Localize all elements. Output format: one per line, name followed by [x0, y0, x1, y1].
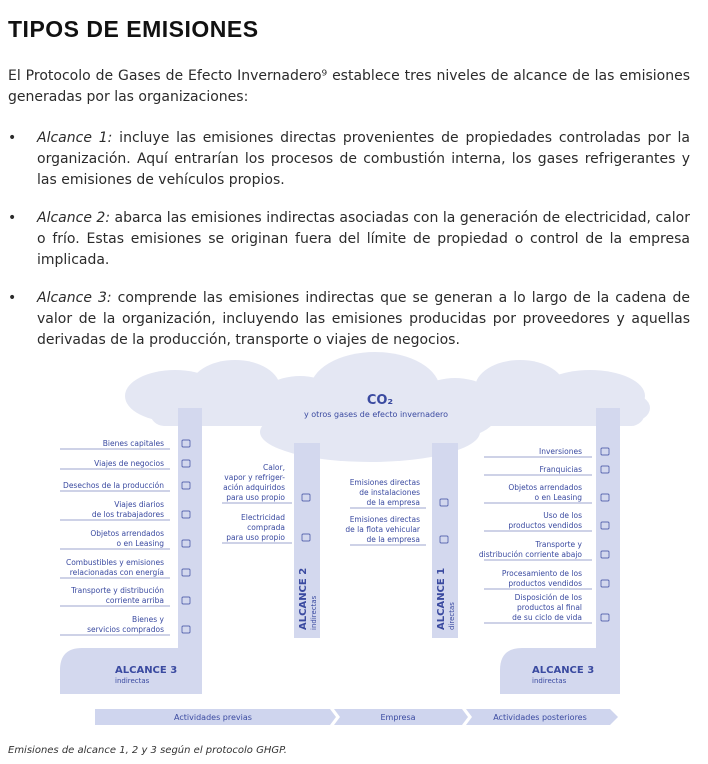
- bullet-text: comprende las emisiones indirectas que se generan a lo largo de la cadena de valor de la organización, incluyendo las emisiones producidas por proveedores y aquellas derivadas de la producción, transporte o viajes de negocios.: [37, 290, 690, 348]
- left-items: [60, 439, 190, 635]
- diagram-item-label: Bienes capitales: [102, 439, 164, 448]
- scope3-right-label: ALCANCE 3: [532, 665, 595, 676]
- diagram-item-label: para uso propio: [226, 493, 285, 502]
- diagram-item-label: Uso de los: [543, 511, 582, 520]
- bullet-term: Alcance 2:: [37, 210, 111, 226]
- scope1-sub: directas: [448, 602, 456, 630]
- scope3-left-sub: indirectas: [115, 677, 150, 685]
- diagram-item-label: productos vendidos: [508, 521, 582, 530]
- scope2-sub: indirectas: [310, 595, 318, 630]
- diagram-item-label: comprada: [247, 523, 285, 532]
- list-item: [8, 128, 690, 191]
- diagram-item-label: de la empresa: [366, 535, 420, 544]
- bar-company: Empresa: [380, 713, 416, 722]
- diagram-item-label: relacionadas con energía: [69, 568, 164, 577]
- bullet-icon: •: [8, 290, 17, 306]
- right-items: [479, 447, 609, 623]
- diagram-item-label: distribución corriente abajo: [478, 550, 582, 559]
- scope3-right-sub: indirectas: [532, 677, 567, 685]
- scope1-label: ALCANCE 1: [436, 567, 447, 630]
- diagram-item-label: de la flota vehicular: [345, 525, 420, 534]
- diagram-item-label: Viajes de negocios: [94, 459, 164, 468]
- emissions-diagram: [0, 348, 708, 730]
- diagram-item-label: de instalaciones: [359, 488, 420, 497]
- diagram-item-label: Calor,: [263, 463, 285, 472]
- bullet-term: Alcance 3:: [37, 290, 112, 306]
- diagram-item-label: corriente arriba: [105, 596, 164, 605]
- diagram-item-label: vapor y refriger-: [224, 473, 285, 482]
- diagram-item-label: servicios comprados: [87, 625, 164, 634]
- diagram-item-label: o en Leasing: [116, 539, 164, 548]
- scope2-label: ALCANCE 2: [298, 567, 309, 630]
- cloud-subtitle: y otros gases de efecto invernadero: [303, 410, 449, 419]
- diagram-item-label: Inversiones: [539, 447, 582, 456]
- diagram-item-label: Emisiones directas: [349, 515, 420, 524]
- list-item: [8, 288, 690, 351]
- diagram-item-label: Viajes diarios: [114, 500, 164, 509]
- diagram-item-label: Bienes y: [132, 615, 164, 624]
- page-title: TIPOS DE EMISIONES: [8, 16, 259, 42]
- figure-caption: Emisiones de alcance 1, 2 y 3 según el protocolo GHGP.: [8, 745, 287, 756]
- scope-list: [8, 128, 690, 368]
- diagram-item-label: de los trabajadores: [91, 510, 164, 519]
- diagram-item-label: ación adquiridos: [223, 483, 285, 492]
- diagram-item-label: productos al final: [517, 603, 582, 612]
- diagram-item-label: Transporte y distribución: [71, 586, 164, 595]
- bullet-icon: •: [8, 130, 17, 146]
- diagram-item-label: para uso propio: [226, 533, 285, 542]
- bar-subsequent: Actividades posteriores: [493, 713, 587, 722]
- cloud-title: CO₂: [366, 393, 394, 408]
- list-item: [8, 208, 690, 271]
- diagram-item-label: Procesamiento de los: [501, 569, 582, 578]
- diagram-item-label: de su ciclo de vida: [512, 613, 582, 622]
- diagram-item-label: Disposición de los: [514, 593, 582, 602]
- diagram-item-label: productos vendidos: [508, 579, 582, 588]
- diagram-item-label: Objetos arrendados: [508, 483, 582, 492]
- diagram-item-label: o en Leasing: [534, 493, 582, 502]
- diagram-item-label: de la empresa: [366, 498, 420, 507]
- diagram-item-label: Desechos de la producción: [63, 481, 164, 490]
- bar-previous: Actividades previas: [174, 713, 252, 722]
- diagram-item-label: Franquicias: [539, 465, 582, 474]
- diagram-item-label: Emisiones directas: [349, 478, 420, 487]
- bullet-text: abarca las emisiones indirectas asociadas con la generación de electricidad, calor o frío. Estas emisiones se originan fuera del límite de propiedad o control de la empresa implicada.: [37, 210, 690, 268]
- diagram-item-label: Transporte y: [535, 540, 582, 549]
- scope3-left-label: ALCANCE 3: [115, 665, 178, 676]
- diagram-item-label: Combustibles y emisiones: [65, 558, 164, 567]
- diagram-item-label: Electricidad: [241, 513, 285, 522]
- intro-paragraph: El Protocolo de Gases de Efecto Invernadero⁹ establece tres niveles de alcance de las emisiones generadas por las organizaciones:: [8, 68, 690, 105]
- bullet-icon: •: [8, 210, 17, 226]
- bullet-term: Alcance 1:: [37, 130, 113, 146]
- bullet-text: incluye las emisiones directas provenientes de propiedades controladas por la organización. Aquí entrarían los procesos de combustión interna, los gases refrigerantes y las emisiones de vehículos propios.: [37, 130, 690, 188]
- diagram-item-label: Objetos arrendados: [90, 529, 164, 538]
